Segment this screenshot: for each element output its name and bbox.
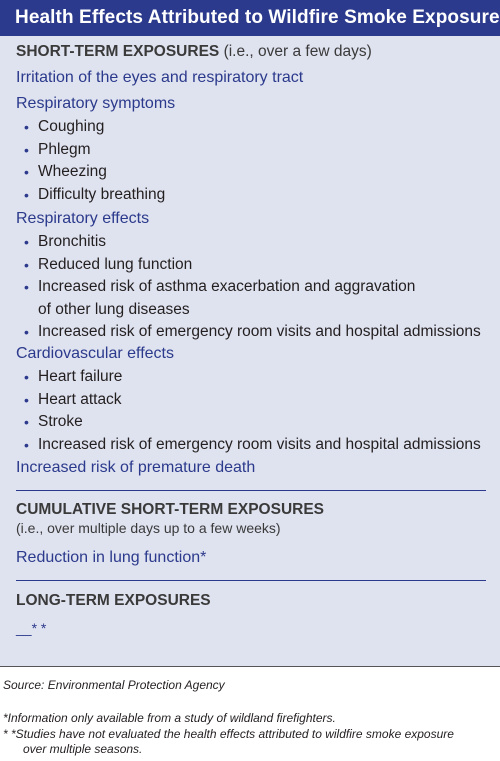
list-item: • Difficulty breathing — [16, 184, 486, 207]
bullet-icon: • — [24, 164, 29, 180]
section-divider — [16, 490, 486, 491]
long-term-heading-label: LONG-TERM EXPOSURES — [16, 592, 211, 609]
list-item: • Wheezing — [16, 161, 486, 184]
long-term-effect: __* * — [16, 620, 47, 636]
list-item: • Increased risk of emergency room visits and hospital admissions — [16, 434, 486, 457]
list-item: • Phlegm — [16, 139, 486, 162]
panel-title: Health Effects Attributed to Wildfire Smoke Exposure — [0, 0, 500, 36]
respiratory-symptoms-list — [16, 116, 486, 206]
cardiovascular-effects-label: Cardiovascular effects — [16, 345, 174, 362]
bullet-icon: • — [24, 141, 29, 158]
list-item: • Heart attack — [16, 389, 486, 412]
bullet-icon: • — [24, 369, 29, 385]
cumulative-heading-label: CUMULATIVE SHORT-TERM EXPOSURES — [16, 501, 325, 518]
section-divider — [16, 580, 486, 581]
bullet-icon: • — [24, 234, 29, 250]
source-divider — [0, 666, 500, 667]
list-item: • Stroke — [16, 411, 486, 434]
short-term-heading-note: (i.e., over a few days) — [223, 43, 372, 60]
respiratory-effects-label: Respiratory effects — [16, 210, 150, 227]
cumulative-effect: Reduction in lung function* — [16, 549, 207, 566]
footnote-2: * *Studies have not evaluated the health effects attributed to wildfire smoke exposure over multiple seasons. — [3, 727, 454, 756]
premature-death-effect: Increased risk of premature death — [16, 459, 256, 476]
list-item: • Coughing — [16, 116, 486, 139]
bullet-icon: • — [24, 119, 29, 135]
cumulative-heading — [16, 501, 324, 519]
bullet-icon: • — [24, 436, 29, 453]
long-term-heading — [16, 592, 211, 610]
list-item: • Reduced lung function — [16, 254, 486, 277]
list-item: • Increased risk of emergency room visits and hospital admissions — [16, 321, 486, 344]
bullet-icon: • — [24, 414, 29, 430]
short-term-heading-label: SHORT-TERM EXPOSURES — [16, 43, 220, 60]
short-term-heading — [16, 43, 372, 61]
irritation-effect: Irritation of the eyes and respiratory tract — [16, 69, 304, 86]
bullet-icon: • — [24, 256, 29, 273]
list-item: • Bronchitis — [16, 231, 486, 254]
respiratory-effects-list — [16, 231, 486, 344]
bullet-icon: • — [24, 391, 29, 408]
respiratory-symptoms-label: Respiratory symptoms — [16, 95, 176, 112]
footnote-1: *Information only available from a study of wildland firefighters. — [3, 711, 336, 725]
source-note: Source: Environmental Protection Agency — [3, 678, 225, 692]
bullet-icon: • — [24, 186, 29, 203]
list-item: • Increased risk of asthma exacerbation and aggravation of other lung diseases — [24, 278, 416, 318]
cardiovascular-effects-list — [16, 366, 486, 456]
list-item: • Heart failure — [16, 366, 486, 389]
bullet-icon: • — [24, 324, 29, 340]
bullet-icon: • — [24, 279, 29, 295]
cumulative-note: (i.e., over multiple days up to a few weeks) — [16, 520, 281, 536]
